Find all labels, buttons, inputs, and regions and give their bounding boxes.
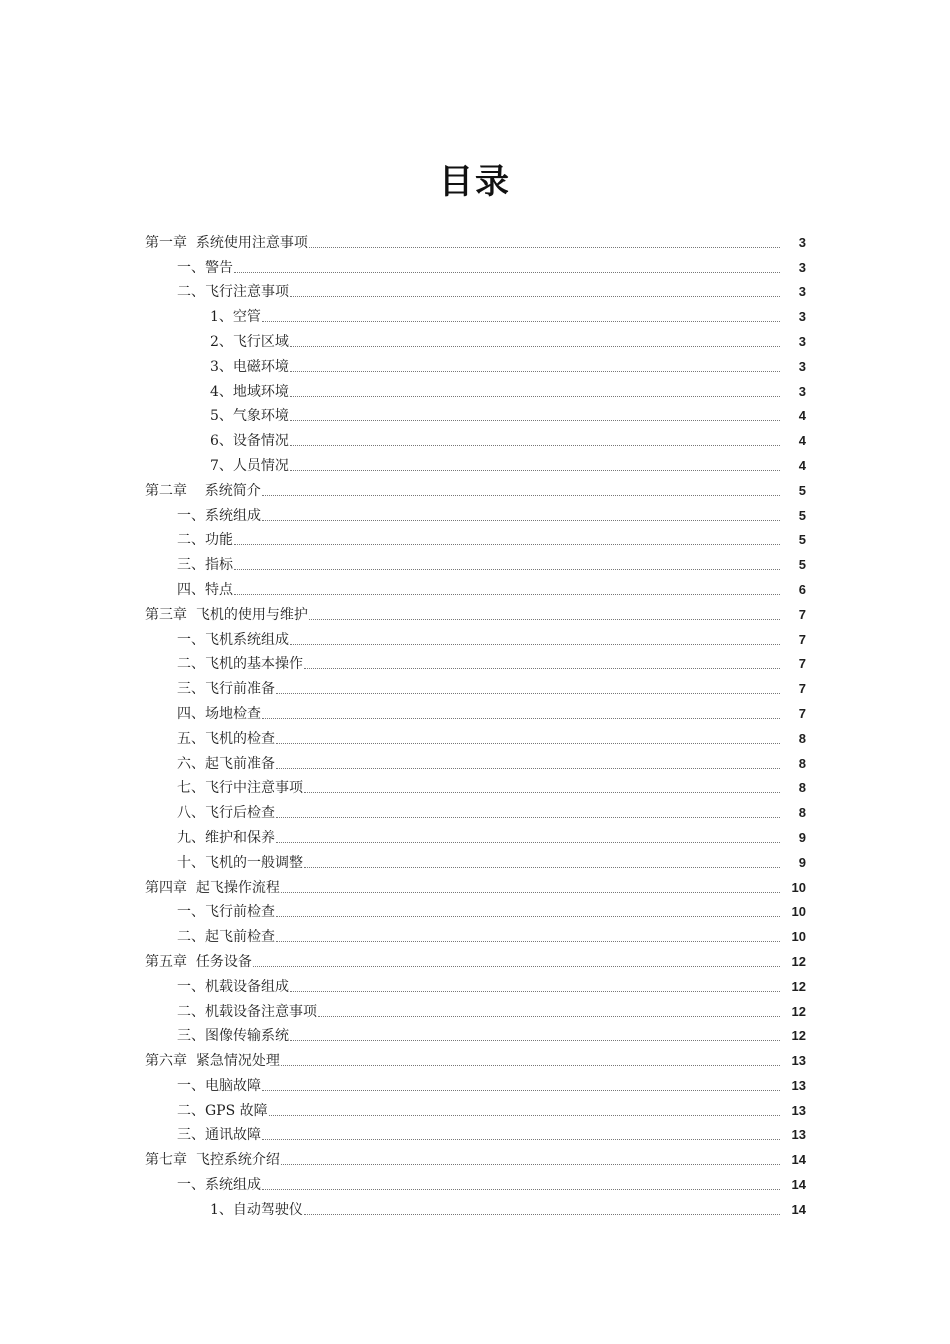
toc-entry-page-number: 3 [798,309,806,325]
toc-entry[interactable] [0,526,950,551]
dot-leader [276,915,780,917]
toc-entry-label: 第三章 飞机的使用与维护 [145,606,308,623]
toc-entry-label: 二、GPS 故障 [177,1102,268,1119]
toc-entry-page-number: 14 [791,1177,806,1193]
toc-entry-page-number: 9 [798,829,806,845]
toc-entry-label: 一、机载设备组成 [177,978,289,995]
toc-entry-label: 三、通讯故障 [177,1127,261,1144]
toc-entry[interactable] [0,774,950,799]
toc-entry-label: 三、图像传输系统 [177,1028,289,1045]
toc-entry-page-number: 5 [798,507,806,523]
toc-entry-label: 二、功能 [177,532,233,549]
toc-entry[interactable] [0,749,950,774]
toc-entry-label: 四、特点 [177,581,233,598]
toc-entry-page-number: 8 [798,755,806,771]
toc-entry[interactable] [0,253,950,278]
toc-entry[interactable] [0,898,950,923]
toc-entry[interactable] [0,575,950,600]
dot-leader [262,320,780,322]
dot-leader [290,643,780,645]
toc-entry[interactable] [0,327,950,352]
toc-entry[interactable] [0,302,950,327]
toc-entry-label: 2、飞行区域 [210,333,289,350]
toc-entry-page-number: 8 [798,780,806,796]
dot-leader [290,444,780,446]
toc-entry-page-number: 3 [798,333,806,349]
dot-leader [318,1015,780,1017]
toc-entry[interactable] [0,873,950,898]
toc-entry[interactable] [0,650,950,675]
toc-entry-page-number: 4 [798,457,806,473]
toc-entry-page-number: 7 [798,705,806,721]
toc-entry-label: 一、警告 [177,259,233,276]
toc-entry-label: 3、电磁环境 [210,358,289,375]
toc-entry[interactable] [0,1170,950,1195]
dot-leader [290,419,780,421]
toc-entry-label: 5、气象环境 [210,408,289,425]
toc-entry-page-number: 14 [791,1152,806,1168]
toc-entry-page-number: 14 [791,1201,806,1217]
toc-entry-label: 一、电脑故障 [177,1077,261,1094]
toc-entry[interactable] [0,600,950,625]
dot-leader [276,816,780,818]
toc-entry-label: 1、空管 [210,309,261,326]
dot-leader [234,271,780,273]
toc-entry-label: 4、地域环境 [210,383,289,400]
toc-entry-label: 一、飞行前检查 [177,904,275,921]
toc-entry-page-number: 13 [791,1053,806,1069]
toc-entry-page-number: 10 [791,879,806,895]
dot-leader [304,1213,780,1215]
toc-entry-label: 三、指标 [177,557,233,574]
toc-entry-page-number: 3 [798,234,806,250]
toc-entry-page-number: 12 [791,1028,806,1044]
toc-entry[interactable] [0,1071,950,1096]
toc-entry-label: 八、飞行后检查 [177,805,275,822]
toc-entry-page-number: 8 [798,730,806,746]
toc-entry-page-number: 3 [798,259,806,275]
dot-leader [234,593,780,595]
toc-list [0,228,950,1220]
toc-title: 目录 [439,162,511,202]
dot-leader [304,866,780,868]
toc-entry[interactable] [0,402,950,427]
dot-leader [269,1114,780,1116]
toc-entry-page-number: 7 [798,631,806,647]
toc-entry-page-number: 10 [791,904,806,920]
toc-entry-page-number: 10 [791,929,806,945]
dot-leader [276,692,780,694]
toc-entry-page-number: 12 [791,1003,806,1019]
dot-leader [304,791,780,793]
toc-entry-page-number: 5 [798,532,806,548]
toc-entry[interactable] [0,972,950,997]
dot-leader [262,1188,780,1190]
toc-entry-page-number: 9 [798,854,806,870]
toc-entry[interactable] [0,1195,950,1220]
dot-leader [276,742,780,744]
toc-entry-label: 第一章 系统使用注意事项 [145,234,308,251]
toc-entry-label: 第二章 系统简介 [145,482,261,499]
toc-entry-page-number: 7 [798,656,806,672]
dot-leader [281,1163,780,1165]
toc-entry-page-number: 4 [798,433,806,449]
toc-entry[interactable] [0,798,950,823]
toc-entry[interactable] [0,1121,950,1146]
dot-leader [262,494,780,496]
toc-entry-label: 1、自动驾驶仪 [210,1201,303,1218]
toc-entry-label: 四、场地检查 [177,705,261,722]
toc-entry-page-number: 5 [798,482,806,498]
dot-leader [281,1064,780,1066]
toc-entry[interactable] [0,947,950,972]
toc-entry-label: 7、人员情况 [210,457,289,474]
dot-leader [290,1039,780,1041]
dot-leader [309,246,780,248]
toc-entry-label: 十、飞机的一般调整 [177,854,303,871]
toc-entry-label: 一、飞机系统组成 [177,631,289,648]
dot-leader [262,1089,780,1091]
dot-leader [234,568,780,570]
toc-entry-page-number: 6 [798,581,806,597]
toc-entry[interactable] [0,501,950,526]
toc-entry-label: 七、飞行中注意事项 [177,780,303,797]
dot-leader [290,469,780,471]
toc-entry[interactable] [0,377,950,402]
dot-leader [304,667,780,669]
toc-entry[interactable] [0,352,950,377]
toc-entry-label: 一、系统组成 [177,507,261,524]
toc-entry-page-number: 12 [791,953,806,969]
dot-leader [276,767,780,769]
toc-entry[interactable] [0,848,950,873]
toc-entry[interactable] [0,674,950,699]
dot-leader [276,940,780,942]
dot-leader [290,345,780,347]
toc-entry-label: 二、机载设备注意事项 [177,1003,317,1020]
dot-leader [281,891,780,893]
toc-entry[interactable] [0,228,950,253]
dot-leader [262,717,780,719]
toc-entry-label: 五、飞机的检查 [177,730,275,747]
toc-entry[interactable] [0,1022,950,1047]
toc-entry-page-number: 8 [798,805,806,821]
toc-entry-page-number: 3 [798,284,806,300]
toc-entry[interactable] [0,724,950,749]
toc-entry-label: 6、设备情况 [210,433,289,450]
toc-entry-label: 二、飞机的基本操作 [177,656,303,673]
toc-entry-page-number: 4 [798,408,806,424]
toc-entry[interactable] [0,823,950,848]
dot-leader [262,1138,780,1140]
dot-leader [234,543,780,545]
dot-leader [309,618,780,620]
toc-entry[interactable] [0,476,950,501]
toc-entry-label: 二、起飞前检查 [177,929,275,946]
toc-entry[interactable] [0,1096,950,1121]
toc-entry-page-number: 12 [791,978,806,994]
toc-entry-page-number: 7 [798,606,806,622]
dot-leader [262,519,780,521]
toc-entry[interactable] [0,451,950,476]
toc-entry-page-number: 13 [791,1127,806,1143]
toc-entry-label: 三、飞行前准备 [177,681,275,698]
dot-leader [290,295,780,297]
toc-entry[interactable] [0,1145,950,1170]
toc-entry-page-number: 3 [798,358,806,374]
toc-entry[interactable] [0,278,950,303]
toc-entry-page-number: 13 [791,1077,806,1093]
toc-entry[interactable] [0,699,950,724]
toc-entry[interactable] [0,426,950,451]
toc-entry-page-number: 3 [798,383,806,399]
toc-entry[interactable] [0,997,950,1022]
toc-entry-label: 第六章 紧急情况处理 [145,1053,280,1070]
toc-entry[interactable] [0,1046,950,1071]
toc-entry[interactable] [0,625,950,650]
dot-leader [290,370,780,372]
toc-entry[interactable] [0,550,950,575]
dot-leader [276,841,780,843]
toc-entry-label: 第五章 任务设备 [145,953,252,970]
toc-entry-label: 九、维护和保养 [177,829,275,846]
toc-entry-page-number: 5 [798,557,806,573]
toc-entry-label: 一、系统组成 [177,1177,261,1194]
toc-entry-label: 第七章 飞控系统介绍 [145,1152,280,1169]
toc-entry-label: 第四章 起飞操作流程 [145,879,280,896]
dot-leader [290,395,780,397]
toc-entry-page-number: 7 [798,681,806,697]
toc-entry-label: 六、起飞前准备 [177,755,275,772]
dot-leader [253,965,780,967]
dot-leader [290,990,780,992]
toc-entry-page-number: 13 [791,1102,806,1118]
toc-entry[interactable] [0,922,950,947]
toc-entry-label: 二、飞行注意事项 [177,284,289,301]
